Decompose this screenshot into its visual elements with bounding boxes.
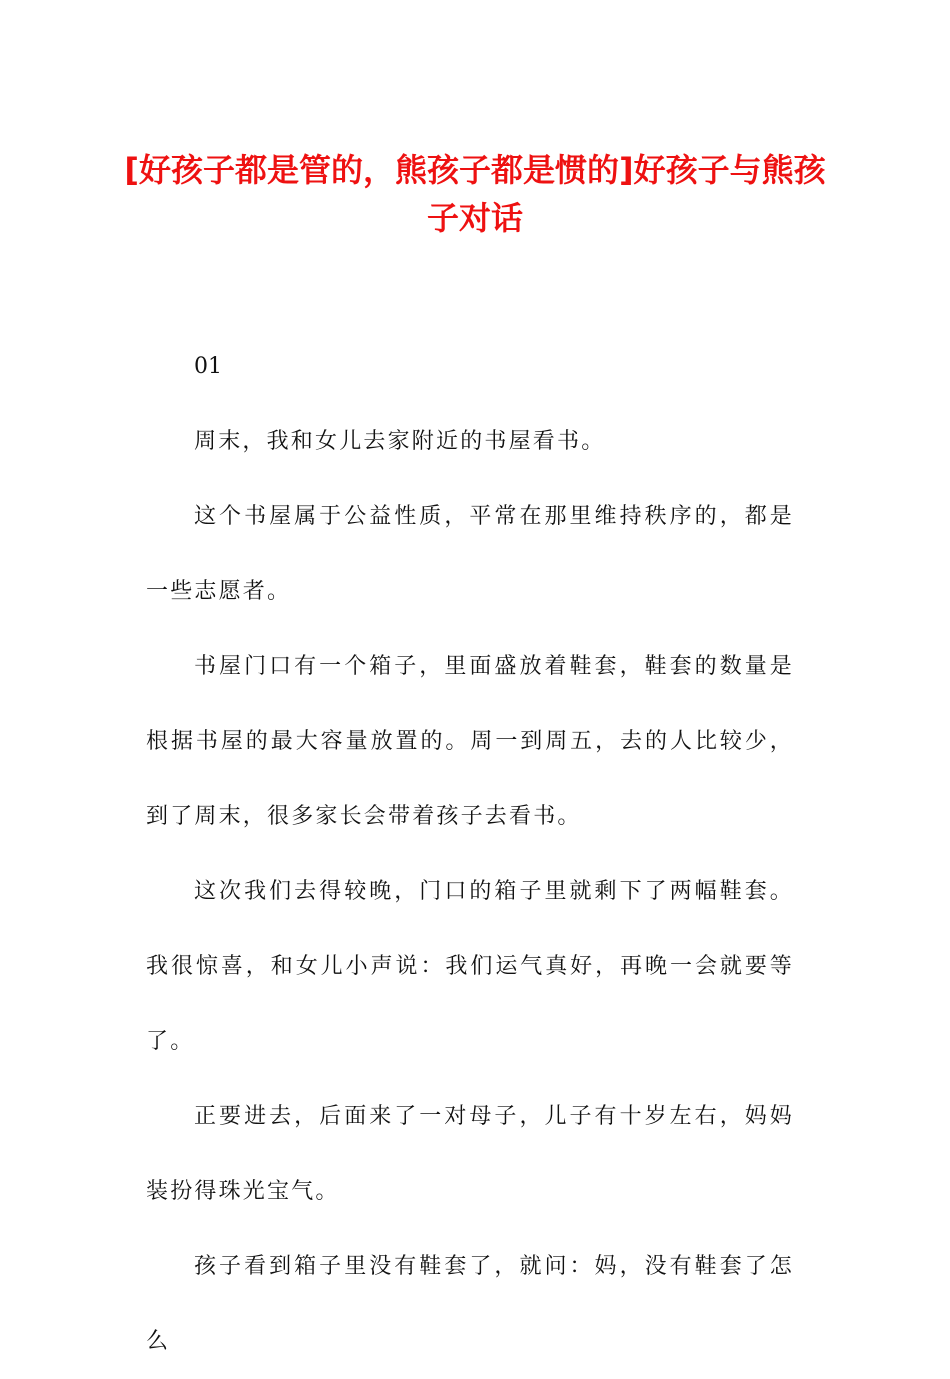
- paragraph: 正要进去，后面来了一对母子，儿子有十岁左右，妈妈装扮得珠光宝气。: [146, 1104, 794, 1204]
- paragraph: 书屋门口有一个箱子，里面盛放着鞋套，鞋套的数量是根据书屋的最大容量放置的。周一到周五，去的人比较少，到了周末，很多家长会带着孩子去看书。: [146, 654, 794, 829]
- section-number: 01: [194, 354, 222, 379]
- paragraph: 这个书屋属于公益性质，平常在那里维持秩序的，都是一些志愿者。: [146, 504, 794, 604]
- document-title: [好孩子都是管的，熊孩子都是惯的]好孩子与熊孩子对话: [124, 151, 826, 237]
- paragraph: 孩子看到箱子里没有鞋套了，就问：妈，没有鞋套了怎么: [146, 1254, 794, 1354]
- paragraph: 这次我们去得较晚，门口的箱子里就剩下了两幅鞋套。我很惊喜，和女儿小声说：我们运气真好，再晚一会就要等了。: [146, 879, 794, 1054]
- paragraph: 周末，我和女儿去家附近的书屋看书。: [194, 429, 606, 454]
- document-body: [146, 329, 794, 1379]
